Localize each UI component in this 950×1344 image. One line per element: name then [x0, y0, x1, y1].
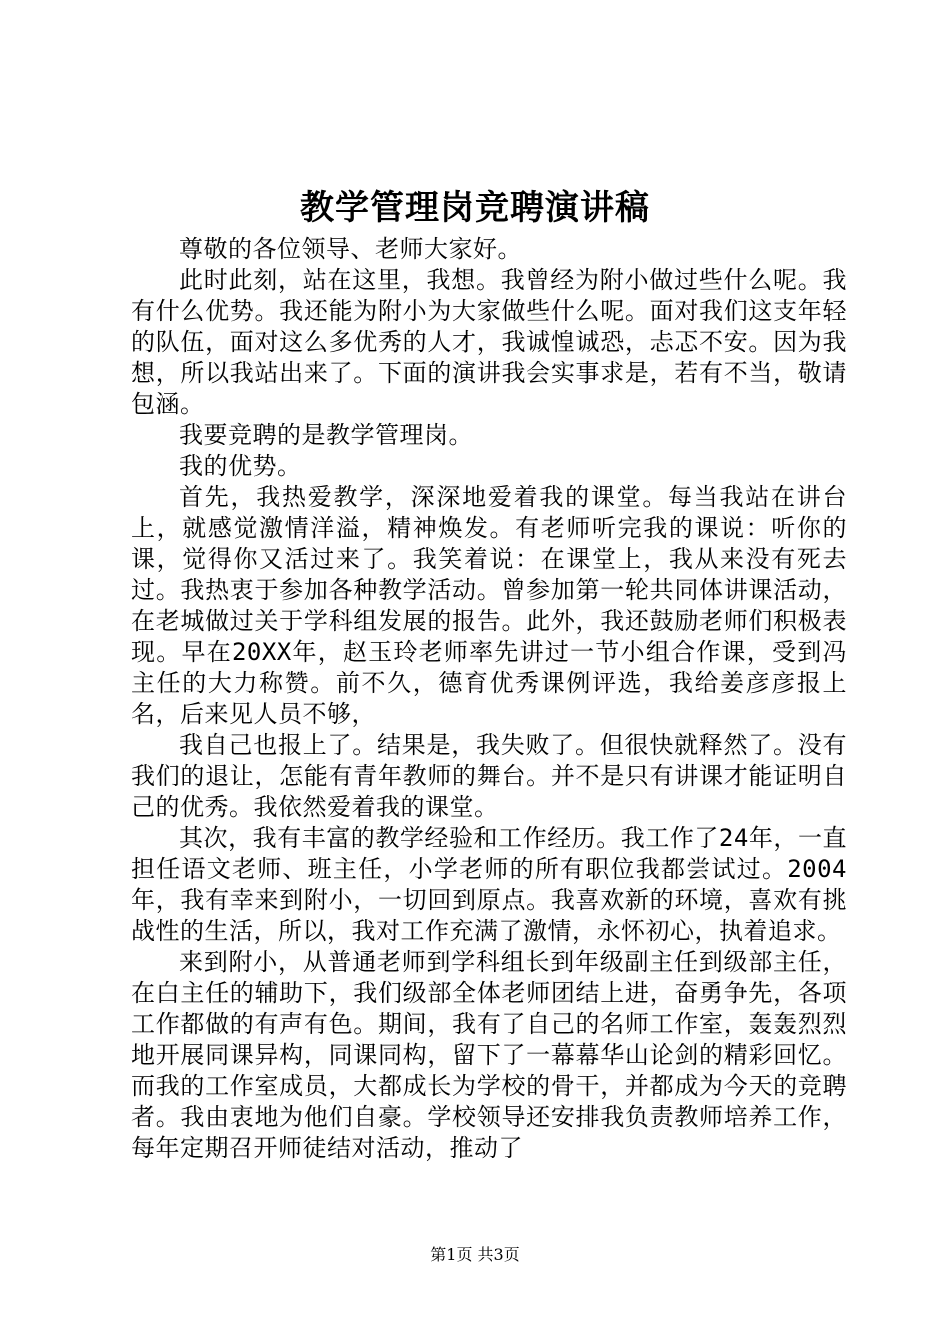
paragraph: 此时此刻，站在这里，我想。我曾经为附小做过些什么呢。我有什么优势。我还能为附小为大家做些什么呢。面对我们这支年轻的队伍，面对这么多优秀的人才，我诚惶诚恐，忐忑不安。因为我想，所以我站出来了。下面的演讲我会实事求是，若有不当，敬请包涵。 — [131, 266, 847, 418]
document-title: 教学管理岗竞聘演讲稿 — [300, 188, 650, 228]
page-footer: 第1页 共3页 — [430, 1245, 520, 1264]
paragraph: 尊敬的各位领导、老师大家好。 — [179, 235, 522, 263]
paragraph: 其次，我有丰富的教学经验和工作经历。我工作了24年，一直担任语文老师、班主任，小学老师的所有职位我都尝试过。2004年，我有幸来到附小，一切回到原点。我喜欢新的环境，喜欢有挑战性的生活，所以，我对工作充满了激情，永怀初心，执着追求。 — [131, 824, 847, 945]
paragraph: 我自己也报上了。结果是，我失败了。但很快就释然了。没有我们的退让，怎能有青年教师的舞台。并不是只有讲课才能证明自己的优秀。我依然爱着我的课堂。 — [131, 731, 847, 821]
paragraph: 我的优势。 — [179, 452, 302, 480]
paragraph: 首先，我热爱教学，深深地爱着我的课堂。每当我站在讲台上，就感觉激情洋溢，精神焕发。有老师听完我的课说：听你的课，觉得你又活过来了。我笑着说：在课堂上，我从来没有死去过。我热衷于参加各种教学活动。曾参加第一轮共同体讲课活动，在老城做过关于学科组发展的报告。此外，我还鼓励老师们积极表现。早在20XX年，赵玉玲老师率先讲过一节小组合作课，受到冯主任的大力称赞。前不久，德育优秀课例评选，我给姜彦彦报上名，后来见人员不够， — [131, 483, 847, 728]
document-body — [131, 234, 847, 1164]
paragraph: 来到附小，从普通老师到学科组长到年级副主任到级部主任，在白主任的辅助下，我们级部全体老师团结上进，奋勇争先，各项工作都做的有声有色。期间，我有了自己的名师工作室，轰轰烈烈地开展同课异构，同课同构，留下了一幕幕华山论剑的精彩回忆。而我的工作室成员，大都成长为学校的骨干，并都成为今天的竞聘者。我由衷地为他们自豪。学校领导还安排我负责教师培养工作，每年定期召开师徒结对活动，推动了 — [131, 948, 847, 1162]
paragraph: 我要竞聘的是教学管理岗。 — [179, 421, 473, 449]
